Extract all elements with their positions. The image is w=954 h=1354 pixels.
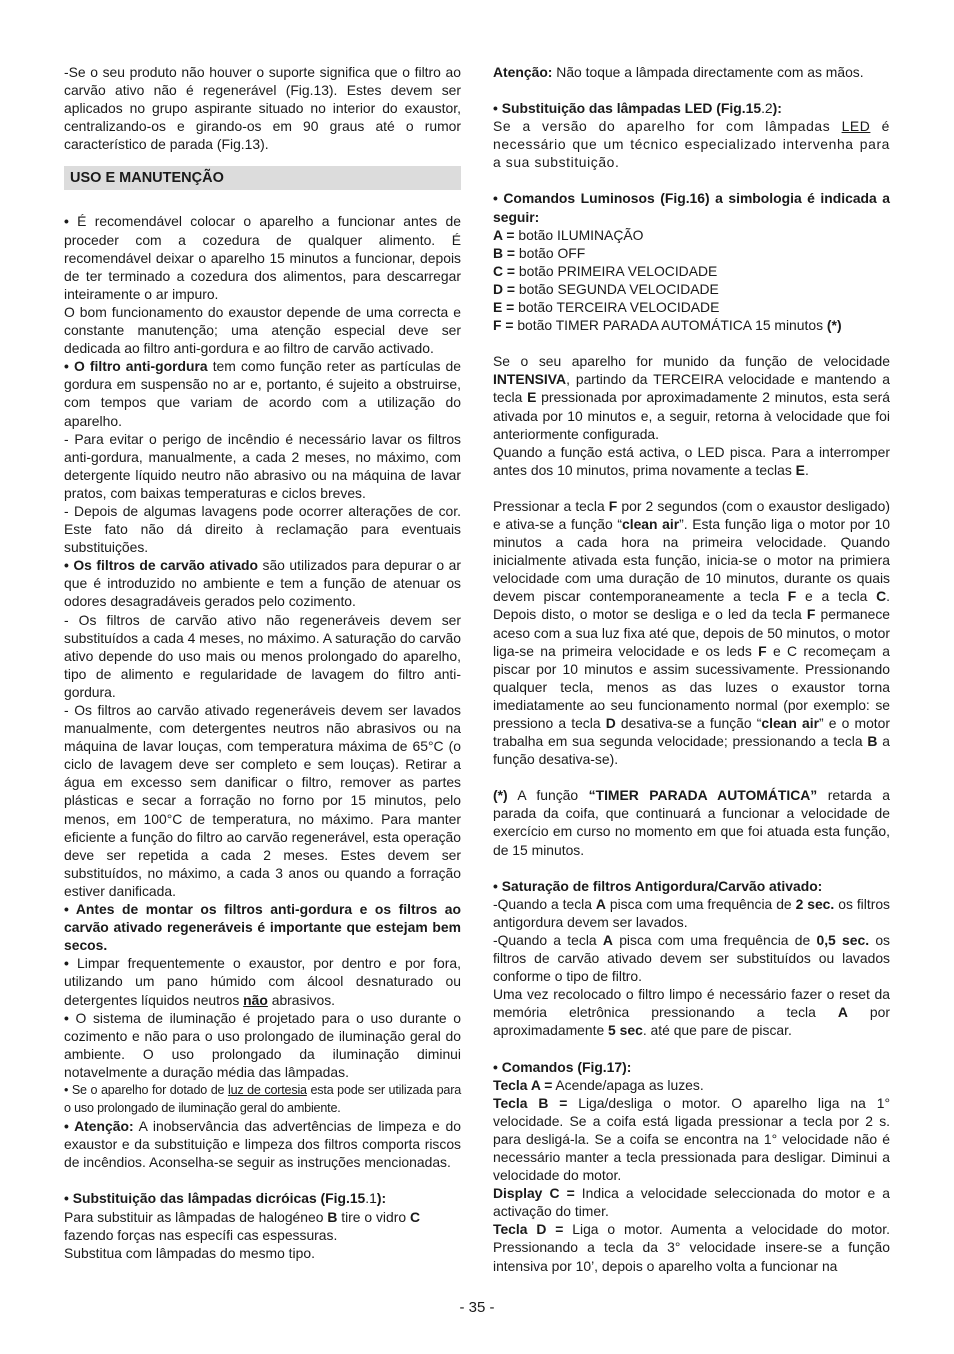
saturation-reset: Uma vez recolocado o filtro limpo é necessário fazer o reset da memória eletrônica pressionando a tecla A por aproximadamente 5 sec. até que pare de piscar. — [493, 986, 891, 1039]
intensive-led-paragraph: Quando a função está activa, o LED pisca. Para a interromper antes dos 10 minutos, prima novamente a teclas E. — [493, 443, 890, 478]
maintenance-paragraph: O bom funcionamento do exaustor depende de uma correcta e constante manutenção; uma atenção especial deve ser dedicada ao filtro anti-gordura e ao filtro de carvão activado. — [64, 303, 461, 357]
intensive-paragraph: Se o seu aparelho for munido da função de velocidade INTENSIVA, partindo da TERCEIRA velocidade e mantendo a tecla E pressionada por aproximadamente 2 minutos, esta será ativada por 10 minutos e, a seguir, retorna à velocidade que foi anteriormente configurada. — [493, 353, 890, 442]
key-legend-item: C = botão PRIMEIRA VELOCIDADE — [493, 262, 718, 279]
fire-risk-paragraph: - Para evitar o perigo de incêndio é necessário lavar os filtros anti-gordura, manualmente, a cada 2 meses, no máximo, com detergente líquido neutro não abrasivo ou na máquina de lavar pratos, com baixas temperaturas e ciclos breves. — [64, 430, 461, 501]
grease-filter-paragraph: • O filtro anti-gordura tem como função reter as partículas de gordura em suspensão no ar e, portanto, é sujeito a obstruirse, com tempos que variam de acordo com a utilização do aparelho. — [64, 358, 461, 429]
light-controls-title: • Comandos Luminosos (Fig.16) a simbologia é indicada a seguir: — [493, 190, 890, 225]
regenerable-paragraph: - Os filtros ao carvão ativado regeneráveis devem ser lavados manualmente, com detergentes neutros não abrasivos ou na máquina de lavar louças, com temperatura máxima de 65°C (o ciclo de lavagem deve ser completo e sem louças). Retirar a água em excesso sem danificar o filtro, remover as partes plásticas e secar a forração no forno por 15 minutos, pelo menos, em 100°C de temperatura, no máximo. Para manter eficiente a função do filtro ao carvão regenerável, esta operação deve ser repetida a cada 2 meses. Estes devem ser substituídos, no máximo, a cada 3 anos ou quando a forração estiver danificada. — [64, 702, 461, 899]
led-paragraph: Se a versão do aparelho for com lâmpadas LED é necessário que um técnico especializado intervenha para a sua substituição. — [493, 118, 891, 171]
lighting-paragraph: • O sistema de iluminação é projetado para o uso durante o cozimento e não para o uso prolongado de iluminação geral do ambiente. O uso prolongado da iluminação diminui notavelmente a duração média das lâmpadas. — [64, 1009, 461, 1080]
saturation-carbon: -Quando a tecla A pisca com uma frequência de 0,5 sec. os filtros de carvão ativado devem ser substituídos ou lavados conforme o tipo de filtro. — [493, 931, 891, 985]
key-a-description: Tecla A = Acende/apaga as luzes. — [493, 1076, 704, 1093]
intro-paragraph: -Se o seu produto não houver o suporte significa que o filtro ao carvão ativo não é regenerável (Fig.13). Estes devem ser aplicados no grupo aspirante situado no interior do exaustor, centralizando-os e girando-os em 90 graus até o rumor característico de parada (Fig.13). — [64, 64, 461, 153]
page-number: - 35 - — [459, 1299, 495, 1316]
dichroic-line-2: fazendo forças nas específi cas espessuras. — [64, 1226, 338, 1243]
courtesy-light-paragraph: • Se o aparelho for dotado de luz de cortesia esta pode ser utilizada para o uso prolongado de iluminação geral do ambiente. — [64, 1082, 461, 1116]
led-title: • Substituição das lâmpadas LED (Fig.15.2): — [493, 100, 782, 117]
dichroic-line-1: Para substituir as lâmpadas de halogéneo B tire o vidro C — [64, 1208, 420, 1225]
key-legend-item: D = botão SEGUNDA VELOCIDADE — [493, 280, 719, 297]
bullet: • — [64, 213, 69, 230]
carbon-filter-paragraph: • Os filtros de carvão ativado são utilizados para depurar o ar que é introduzido no ambiente e tem a função de atenuar os odores desagradáveis gerados pelo cozimento. — [64, 557, 461, 610]
key-legend-item: A = botão ILUMINAÇÃO — [493, 226, 644, 243]
clean-air-paragraph: Pressionar a tecla F por 2 segundos (com o exaustor desligado) e ativa-se a função “clean air”. Esta função liga o motor por 10 minutos a cada hora na primeira velocidade. Quando inicialmente ativada esta função, inicia-se o motor na primiera velocidade com uma duração de 10 minutos, durante os quais devem piscar contemporaneamente a tecla F e a tecla C. Depois disto, o motor se desliga e o led da tecla F permanece aceso com a sua luz fixa até que, depois de 50 minutos, o motor liga-se na primeira velocidade e os leds F e C recomeçam a piscar por 10 minutos e assim sucessivamente. Pressionando qualquer tecla, menos as das luzes o exaustor torna imediatamente ao seu funcionamento normal (por exemplo: se pressiono a tecla D desativa-se a função “clean air” e o motor trabalha em sua segunda velocidade; pressionando a tecla B a função desativa-se). — [493, 497, 891, 768]
key-d-description: Tecla D = Liga o motor. Aumenta a velocidade do motor. Pressionando a tecla da 3° velocidade insere-se a função intensiva por 10’, depois o aparelho volta a funcionar na — [493, 1221, 890, 1274]
washing-paragraph: - Depois de algumas lavagens pode ocorrer alterações de cor. Este fato não dá direito à reclamação para eventuais substituições. — [64, 502, 461, 556]
cleaning-paragraph: • Limpar frequentemente o exaustor, por dentro e por fora, utilizando um pano húmido com álcool desnaturado ou detergentes líquidos neutros não abrasivos. — [64, 955, 461, 1008]
non-regenerable-paragraph: - Os filtros de carvão ativo não regeneráveis devem ser substituídos a cada 4 meses, no máximo. A saturação do carvão ativo depende do uso mais ou menos prolongado do aparelho, tipo de alimento e regularidade de lavagem do filtro anti-gordura. — [64, 611, 461, 700]
dichroic-line-3: Substitua com lâmpadas do mesmo tipo. — [64, 1244, 315, 1261]
key-legend-list — [493, 226, 890, 335]
dichroic-title: • Substituição das lâmpadas dicróicas (Fig.15.1): — [64, 1190, 387, 1207]
timer-paragraph: (*) A função “TIMER PARADA AUTOMÁTICA” retarda a parada da coifa, que continuará a funcionar a velocidade de exercício em curso no momento em que foi atuada esta função, de 15 minutos. — [493, 787, 890, 858]
recommendation-paragraph: • É recomendável colocar o aparelho a funcionar antes de proceder com a cozedura de qualquer alimento. É recomendável deixar o aparelho 15 minutos a funcionar, depois de ter terminado a cozedura dos alimentos, para descarregar inteiramente o ar impuro. — [64, 213, 461, 302]
lamp-warning: Atenção: Não toque a lâmpada directamente com as mãos. — [493, 64, 864, 80]
display-c-description: Display C = Indica a velocidade seleccionada do motor e a activação do timer. — [493, 1185, 890, 1220]
left-column — [64, 63, 461, 1262]
section-title-uso-manutencao: USO E MANUTENÇÃO — [64, 166, 461, 190]
saturation-grease: -Quando a tecla A pisca com uma frequência de 2 sec. os filtros antigordura devem ser lavados. — [493, 895, 891, 930]
warning-paragraph: • Atenção: A inobservância das advertências de limpeza e do exaustor e da substituição e limpeza dos filtros comporta riscos de incêndios. Aconselha-se seguir as instruções mencionadas. — [64, 1118, 461, 1171]
saturation-title: • Saturação de filtros Antigordura/Carvão ativado: — [493, 877, 823, 894]
key-legend-item: F = botão TIMER PARADA AUTOMÁTICA 15 minutos (*) — [493, 317, 842, 334]
controls-fig17-title: • Comandos (Fig.17): — [493, 1058, 632, 1075]
key-legend-item: B = botão OFF — [493, 244, 586, 261]
key-legend-item: E = botão TERCEIRA VELOCIDADE — [493, 299, 720, 316]
dry-filters-paragraph: • Antes de montar os filtros anti-gordura e os filtros ao carvão ativado regeneráveis é importante que estejam bem secos. — [64, 901, 461, 954]
key-b-description: Tecla B = Liga/desliga o motor. O aparelho liga na 1° velocidade. Se a coifa está ligada pressionar a tecla por 2 s. para desligá-la. Se a coifa se encontra na 1° velocidade não é necessário manter a tecla pressionada para desligar. Diminui a velocidade do motor. — [493, 1094, 890, 1184]
right-column — [493, 63, 890, 1275]
